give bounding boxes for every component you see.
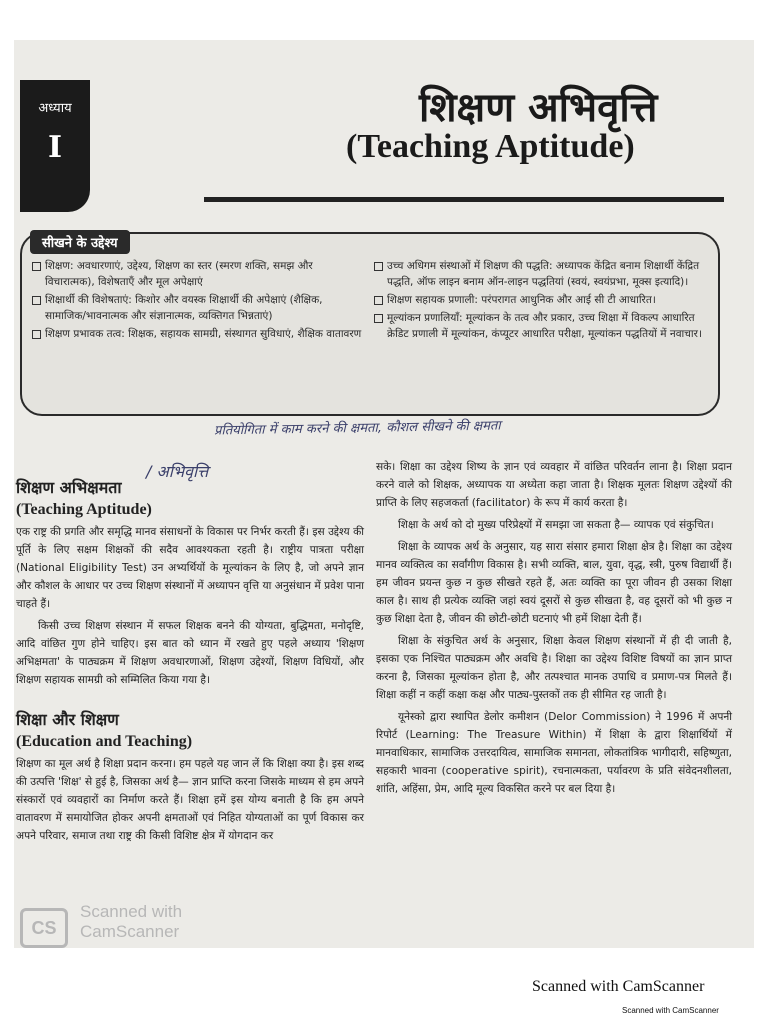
section-heading-english: (Teaching Aptitude) <box>16 501 152 518</box>
left-column <box>16 475 364 849</box>
paragraph: सके। शिक्षा का उद्देश्य शिष्य के ज्ञान एवं व्यवहार में वांछित परिवर्तन लाना है। शिक्षा प्रदान करने वाले को शिक्षक, अध्यापक या अध्येता कहा जाता है। शिक्षक मूलतः शिक्षण उद्देश्यों की प्राप्ति के लिए सहजकर्ता (facilitator) के रूप में कार्य करता है। <box>376 461 732 509</box>
section-heading-hindi: शिक्षण अभिक्षमता <box>16 478 122 497</box>
title-divider <box>204 197 724 202</box>
objective-item: उच्च अधिगम संस्थाओं में शिक्षण की पद्धति: अध्यापक केंद्रित बनाम शिक्षार्थी केंद्रित पद्धति, ऑफ लाइन बनाम ऑन-लाइन पद्धतियां (स्वयं, स्वयंप्रभा, मूक्स इत्यादि)। <box>374 258 710 290</box>
chapter-tab <box>20 80 90 212</box>
paragraph: शिक्षा के व्यापक अर्थ के अनुसार, यह सारा संसार हमारा शिक्षा क्षेत्र है। शिक्षा का उद्देश्य मानव व्यक्तित्व का सर्वांगीण विकास है। सभी व्यक्ति, बाल, युवा, वृद्ध, स्त्री, पुरुष विद्यार्थी हैं। हम जीवन प्रयन्त कुछ न कुछ सीखते रहते हैं, अतः व्यक्ति का पूरा जीवन ही उसका शिक्षा काल है। साथ ही प्रत्येक व्यक्ति जहां स्वयं दूसरों से कुछ सीखता है, वह दूसरों को भी कुछ न कुछ शिक्षा देता है, जीवन की छोटी-छोटी घटनाएं भी हमें शिक्षा देती हैं। <box>376 541 732 625</box>
scanned-page <box>14 40 754 948</box>
chapter-title-english: (Teaching Aptitude) <box>346 128 635 165</box>
section-heading-english: (Education and Teaching) <box>16 733 193 750</box>
watermark-line: CamScanner <box>80 922 180 941</box>
objective-item: शिक्षण प्रभावक तत्व: शिक्षक, सहायक सामग्री, संस्थागत सुविधाएं, शैक्षिक वातावरण <box>32 326 362 342</box>
paragraph: यूनेस्को द्वारा स्थापित डेलोर कमीशन (Delor Commission) ने 1996 में अपनी रिपोर्ट (Learning: The Treasure Within) में शिक्षा के द्वारा शिक्षार्थियों में मानवाधिकार, सामाजिक उत्तरदायित्व, सामाजिक समानता, लोकतांत्रिक भागीदारी, सहिष्णुता, सहकारी भावना (cooperative spirit), रचनात्मकता, पर्यावरण के प्रति संवेदनशीलता, शांति, अहिंसा, प्रेम, आदि मूल्य विकसित करने पर बल दिया है। <box>376 711 732 795</box>
camscanner-logo: CS <box>20 908 68 948</box>
objective-item: शिक्षण: अवधारणाएं, उद्देश्य, शिक्षण का स्तर (स्मरण शक्ति, समझ और विचारात्मक), विशेषताएँ और मूल अपेक्षाएं <box>32 258 362 290</box>
watermark-line: Scanned with <box>80 902 183 921</box>
paragraph: शिक्षा के संकुचित अर्थ के अनुसार, शिक्षा केवल शिक्षण संस्थानों में ही दी जाती है, इसका एक निश्चित पाठ्यक्रम और अवधि है। शिक्षा का उद्देश्य विशिष्ट विषयों का ज्ञान प्राप्त करना है, जिसका मूल्यांकन होता है, और तत्पश्चात मानक उपाधि व प्रमाण-पत्र मिलते हैं। शिक्षा कहीं न कहीं कक्षा कक्ष और पाठ्य-पुस्तकों तक ही सीमित रह जाती है। <box>376 635 732 701</box>
chapter-label: अध्याय <box>38 101 72 116</box>
section-heading-hindi: शिक्षा और शिक्षण <box>16 710 119 729</box>
handwritten-note: प्रतियोगिता में काम करने की क्षमता, कौशल सीखने की क्षमता <box>213 418 501 439</box>
footer-scan-label: Scanned with CamScanner <box>532 978 705 995</box>
paragraph: एक राष्ट्र की प्रगति और समृद्धि मानव संसाधनों के विकास पर निर्भर करती हैं। इस उद्देश्य की पूर्ति के लिए सक्षम शिक्षकों की सदैव आवश्यकता रहती है। राष्ट्रीय पात्रता परीक्षा (National Eligibility Test) उन अभ्यर्थियों के मूल्यांकन के लिए है, जो अपने ज्ञान और कौशल के आधार पर उच्च शिक्षण संस्थानों में अध्यापन वृत्ति या अनुसंधान में प्रवेश पाना चाहते हैं। <box>16 526 364 610</box>
paragraph: किसी उच्च शिक्षण संस्थान में सफल शिक्षक बनने की योग्यता, बुद्धिमता, मनोदृष्टि, आदि वांछित गुण होने चाहिए। इस बात को ध्यान में रखते हुए पहले अध्याय 'शिक्षण अभिक्षमता' के पाठ्यक्रम में शिक्षण अवधारणाओं, शिक्षण उद्देश्यों, शिक्षण विधियों, और शिक्षण सहायक सामग्री को सम्मिलित किया गया है। <box>16 620 364 686</box>
objective-item: शिक्षार्थी की विशेषताएं: किशोर और वयस्क शिक्षार्थी की अपेक्षाएं (शैक्षिक, सामाजिक/भावनात्मक और संज्ञानात्मक, व्यक्तिगत भिन्नताएं) <box>32 292 362 324</box>
paragraph: शिक्षा के अर्थ को दो मुख्य परिप्रेक्ष्यों में समझा जा सकता है— व्यापक एवं संकुचित। <box>398 519 714 531</box>
paragraph: शिक्षण का मूल अर्थ है शिक्षा प्रदान करना। हम पहले यह जान लें कि शिक्षा क्या है। इस शब्द की उत्पत्ति 'शिक्ष' से हुई है, जिसका अर्थ है— ज्ञान प्राप्ति करना जिसके माध्यम से हम अपने संस्कारों एवं व्यवहारों का निर्माण करते हैं। शिक्षा हमें इस योग्य बनाती है कि हम अपने वातावरण में समायोजित होकर अपनी क्षमताओं एवं निहित योग्यताओं का पूर्ण विकास कर अपने परिवार, समाज तथा राष्ट्र की किसी विशिष्ट क्षेत्र में योगदान कर <box>16 758 364 842</box>
footer-scan-label-small: Scanned with CamScanner <box>622 1006 719 1015</box>
chapter-title-hindi: शिक्षण अभिवृत्ति <box>419 85 658 131</box>
right-column <box>376 458 732 802</box>
watermark-text <box>80 902 280 942</box>
objective-item: शिक्षण सहायक प्रणाली: परंपरागत आधुनिक और आई सी टी आधारित। <box>374 292 710 308</box>
objective-item: मूल्यांकन प्रणालियाँ: मूल्यांकन के तत्व और प्रकार, उच्च शिक्षा में विकल्प आधारित क्रेडिट प्रणाली में मूल्यांकन, कंप्यूटर आधारित परीक्षा, मूल्यांकन पद्धतियों में नवाचार। <box>374 310 710 342</box>
objectives-right-list <box>374 258 710 344</box>
objectives-heading: सीखने के उद्देश्य <box>30 230 130 254</box>
handwritten-annotation: / अभिवृत्ति <box>146 462 209 481</box>
chapter-number: I <box>47 130 63 165</box>
learning-objectives-box <box>20 232 720 416</box>
objectives-left-list <box>32 258 362 344</box>
